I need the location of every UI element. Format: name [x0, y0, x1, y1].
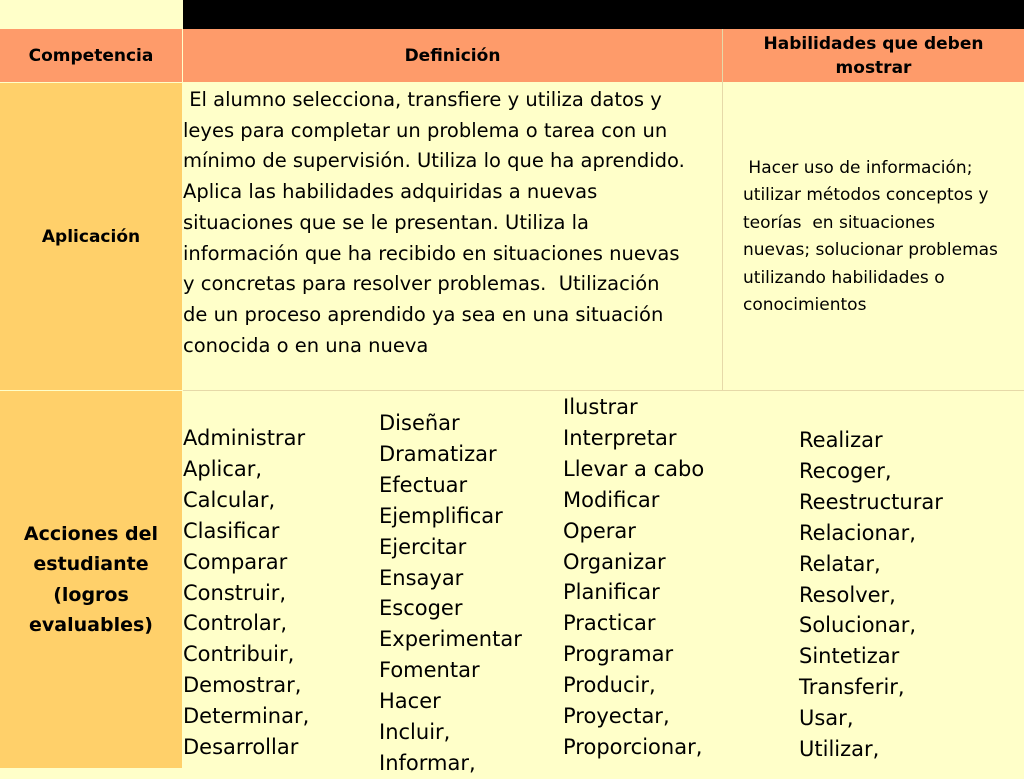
- divider-line: [722, 29, 723, 391]
- definition-text: El alumno selecciona, transfiere y utiliza datos y leyes para completar un problema o tarea con un mínimo de supervisión. Utiliza lo que ha aprendido. Aplica las habilidades adquiridas a nuevas situaciones que se le presentan. Utiliza la información que ha recibido en situaciones nuevas y concretas para resolver problemas. Utilización de un proceso aprendido ya sea en una situación conocida o en una nueva: [183, 88, 685, 357]
- verb-item: Desarrollar: [183, 735, 299, 760]
- verb-item: Relacionar,: [799, 520, 916, 545]
- header-habilidades-label: Habilidades que deben mostrar: [763, 33, 984, 78]
- verb-item: Experimentar: [379, 627, 522, 652]
- verb-column-2: [379, 408, 522, 779]
- verb-item: Demostrar,: [183, 673, 302, 698]
- verb-item: Diseñar: [379, 411, 460, 435]
- verb-item: Comparar: [183, 549, 288, 574]
- header-definicion: [183, 29, 722, 82]
- verb-item: Fomentar: [379, 658, 480, 683]
- verb-item: Usar,: [799, 706, 854, 731]
- header-habilidades: [723, 29, 1024, 82]
- verb-column-4: [799, 425, 943, 765]
- verb-item: Realizar: [799, 428, 883, 452]
- verb-item: Reestructurar: [799, 489, 943, 514]
- verb-item: Determinar,: [183, 704, 310, 729]
- verb-item: Ejemplificar: [379, 503, 503, 528]
- verb-item: Modificar: [563, 487, 660, 512]
- verb-item: Ensayar: [379, 565, 464, 590]
- actions-label: Acciones del estudiante (logros evaluables): [23, 522, 159, 636]
- verb-item: Controlar,: [183, 611, 288, 636]
- verb-column-1: [183, 423, 309, 763]
- verb-item: Informar,: [379, 750, 476, 775]
- verb-item: Ilustrar: [563, 395, 638, 419]
- verb-item: Practicar: [563, 611, 656, 636]
- verb-item: Proporcionar,: [563, 734, 703, 759]
- verb-item: Contribuir,: [183, 642, 295, 667]
- verb-item: Programar: [563, 642, 674, 667]
- header-definicion-label: Definición: [404, 45, 501, 66]
- verb-item: Operar: [563, 518, 636, 543]
- header-competencia-label: Competencia: [28, 45, 154, 66]
- verb-item: Proyectar,: [563, 704, 670, 729]
- verb-item: Administrar: [183, 426, 306, 450]
- verb-item: Aplicar,: [183, 456, 263, 481]
- verb-item: Planificar: [563, 580, 660, 605]
- verb-item: Calcular,: [183, 487, 276, 512]
- verb-item: Clasificar: [183, 518, 280, 543]
- verb-item: Recoger,: [799, 458, 892, 483]
- actions-label-cell: [0, 391, 182, 768]
- skills-text: Hacer uso de información; utilizar métodos conceptos y teorías en situaciones nuevas; solucionar problemas utilizando habilidades o conocimientos: [743, 158, 998, 316]
- verb-item: Ejercitar: [379, 534, 467, 559]
- verb-item: Transferir,: [799, 675, 905, 700]
- verb-item: Sintetizar: [799, 644, 900, 669]
- verb-item: Hacer: [379, 689, 441, 714]
- verb-item: Escoger: [379, 596, 463, 621]
- verb-item: Relatar,: [799, 551, 881, 576]
- verb-item: Dramatizar: [379, 441, 497, 466]
- verb-item: Organizar: [563, 549, 666, 574]
- competence-cell-aplicacion: [0, 83, 182, 390]
- verb-column-3: [563, 392, 704, 763]
- verb-item: Producir,: [563, 673, 656, 698]
- verb-item: Llevar a cabo: [563, 456, 705, 481]
- verb-item: Efectuar: [379, 472, 468, 497]
- verb-item: Utilizar,: [799, 737, 880, 762]
- top-left-band: [0, 0, 183, 29]
- top-black-band: [183, 0, 1024, 29]
- competence-label: Aplicación: [41, 226, 141, 247]
- verb-item: Solucionar,: [799, 613, 917, 638]
- verb-item: Interpretar: [563, 425, 677, 450]
- verb-item: Incluir,: [379, 720, 451, 745]
- verb-item: Construir,: [183, 580, 287, 605]
- header-competencia: [0, 29, 182, 82]
- verb-item: Resolver,: [799, 582, 896, 607]
